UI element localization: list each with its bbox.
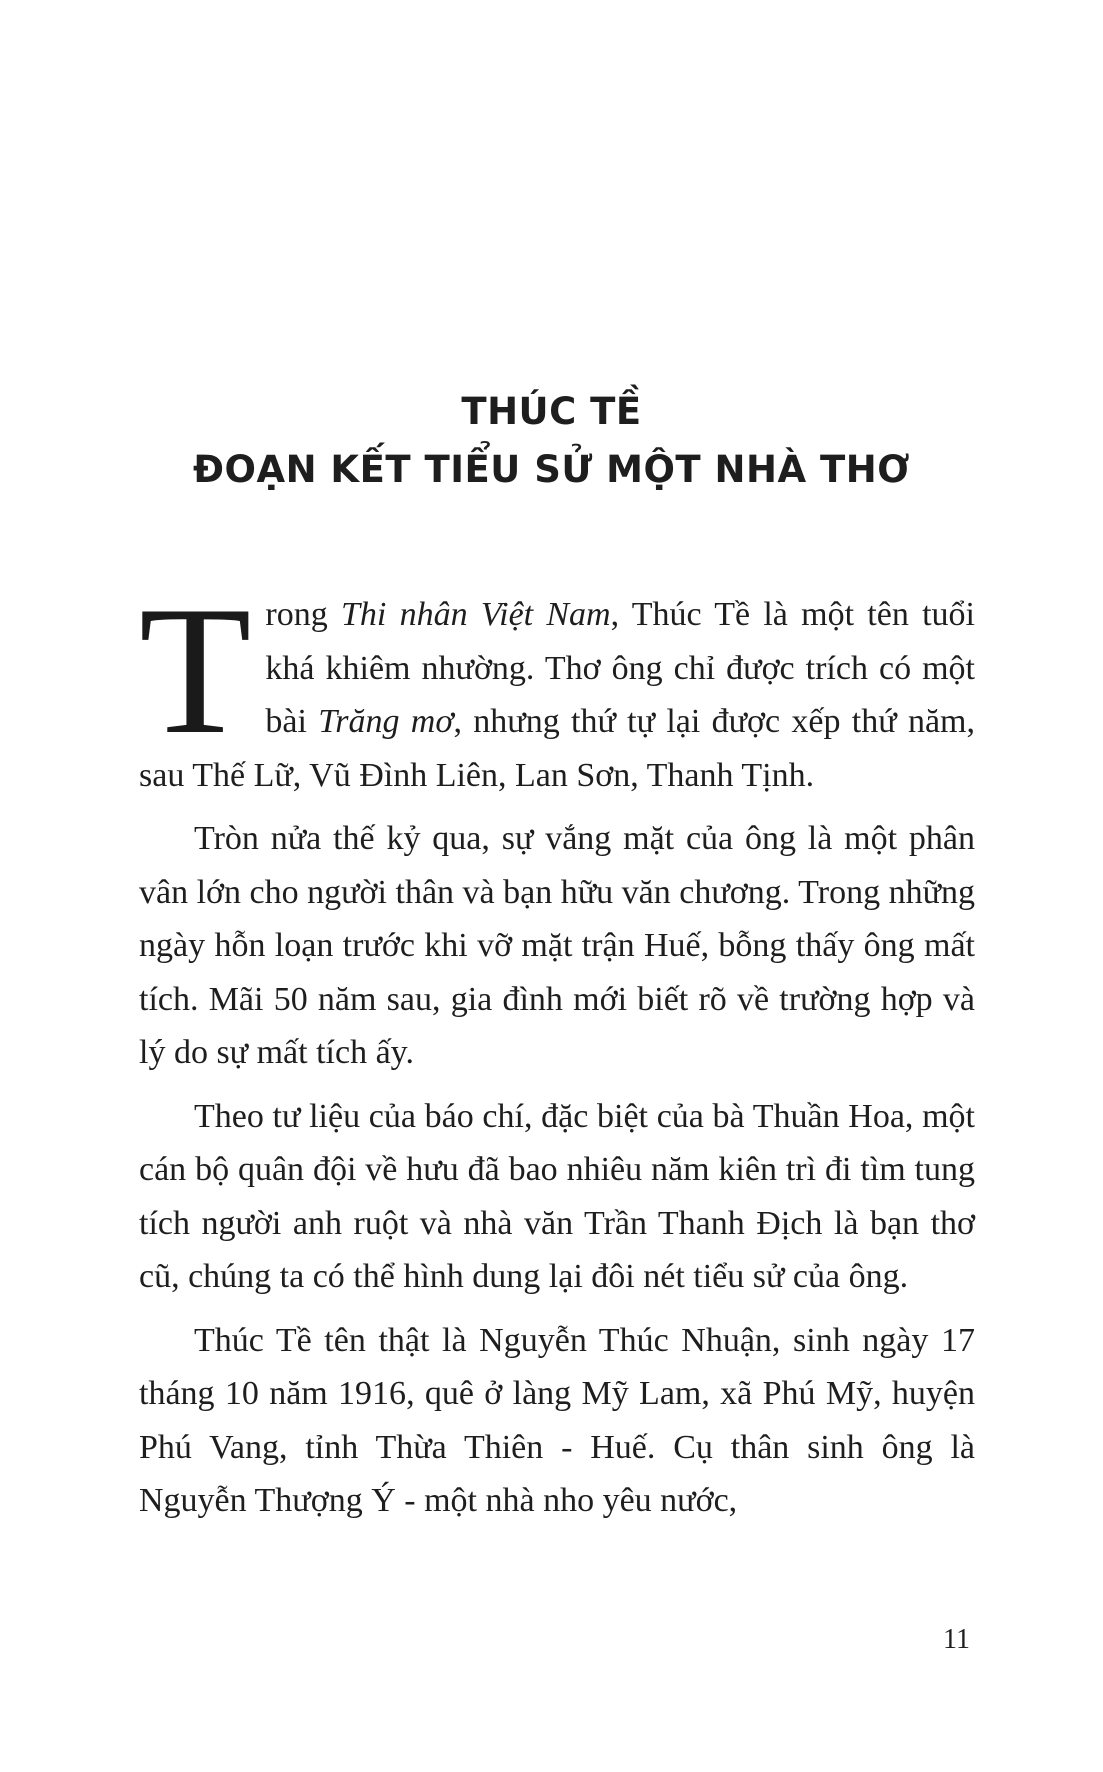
chapter-title	[0, 383, 1103, 499]
body-text	[139, 568, 975, 1538]
paragraph-1	[139, 568, 975, 802]
paragraph-2: Tròn nửa thế kỷ qua, sự vắng mặt của ông là một phân vân lớn cho người thân và bạn hữu văn chương. Trong những ngày hỗn loạn trước khi vỡ mặt trận Huế, bỗng thấy ông mất tích. Mãi 50 năm sau, gia đình mới biết rõ về trường hợp và lý do sự mất tích ấy.	[139, 820, 975, 1071]
paragraph-4: Thúc Tề tên thật là Nguyễn Thúc Nhuận, sinh ngày 17 tháng 10 năm 1916, quê ở làng Mỹ Lam, xã Phú Mỹ, huyện Phú Vang, tỉnh Thừa Thiên - Huế. Cụ thân sinh ông là Nguyễn Thượng Ý - một nhà nho yêu nước,	[139, 1321, 975, 1519]
book-title-italic: Thi nhân Việt Nam	[341, 596, 611, 633]
paragraph-1-text-b: , Thúc Tề là một tên tuổi khá khiêm nhường. Thơ ông chỉ được trích có một bài	[265, 596, 975, 740]
paragraph-1-text-c: , nhưng thứ tự lại được xếp thứ năm, sau Thế Lữ, Vũ Đình Liên, Lan Sơn, Thanh Tịnh.	[139, 703, 975, 794]
drop-cap: T	[139, 568, 252, 772]
page-number: 11	[943, 1624, 970, 1655]
paragraph-1-text-a: rong	[265, 596, 341, 633]
poem-title-italic: Trăng mơ	[318, 703, 454, 740]
chapter-title-line-1: THÚC TỀ	[461, 390, 642, 433]
paragraph-3: Theo tư liệu của báo chí, đặc biệt của bà Thuần Hoa, một cán bộ quân đội về hưu đã bao nhiêu năm kiên trì đi tìm tung tích người anh ruột và nhà văn Trần Thanh Địch là bạn thơ cũ, chúng ta có thể hình dung lại đôi nét tiểu sử của ông.	[139, 1097, 975, 1295]
chapter-title-line-2: ĐOẠN KẾT TIỂU SỬ MỘT NHÀ THƠ	[192, 448, 911, 491]
